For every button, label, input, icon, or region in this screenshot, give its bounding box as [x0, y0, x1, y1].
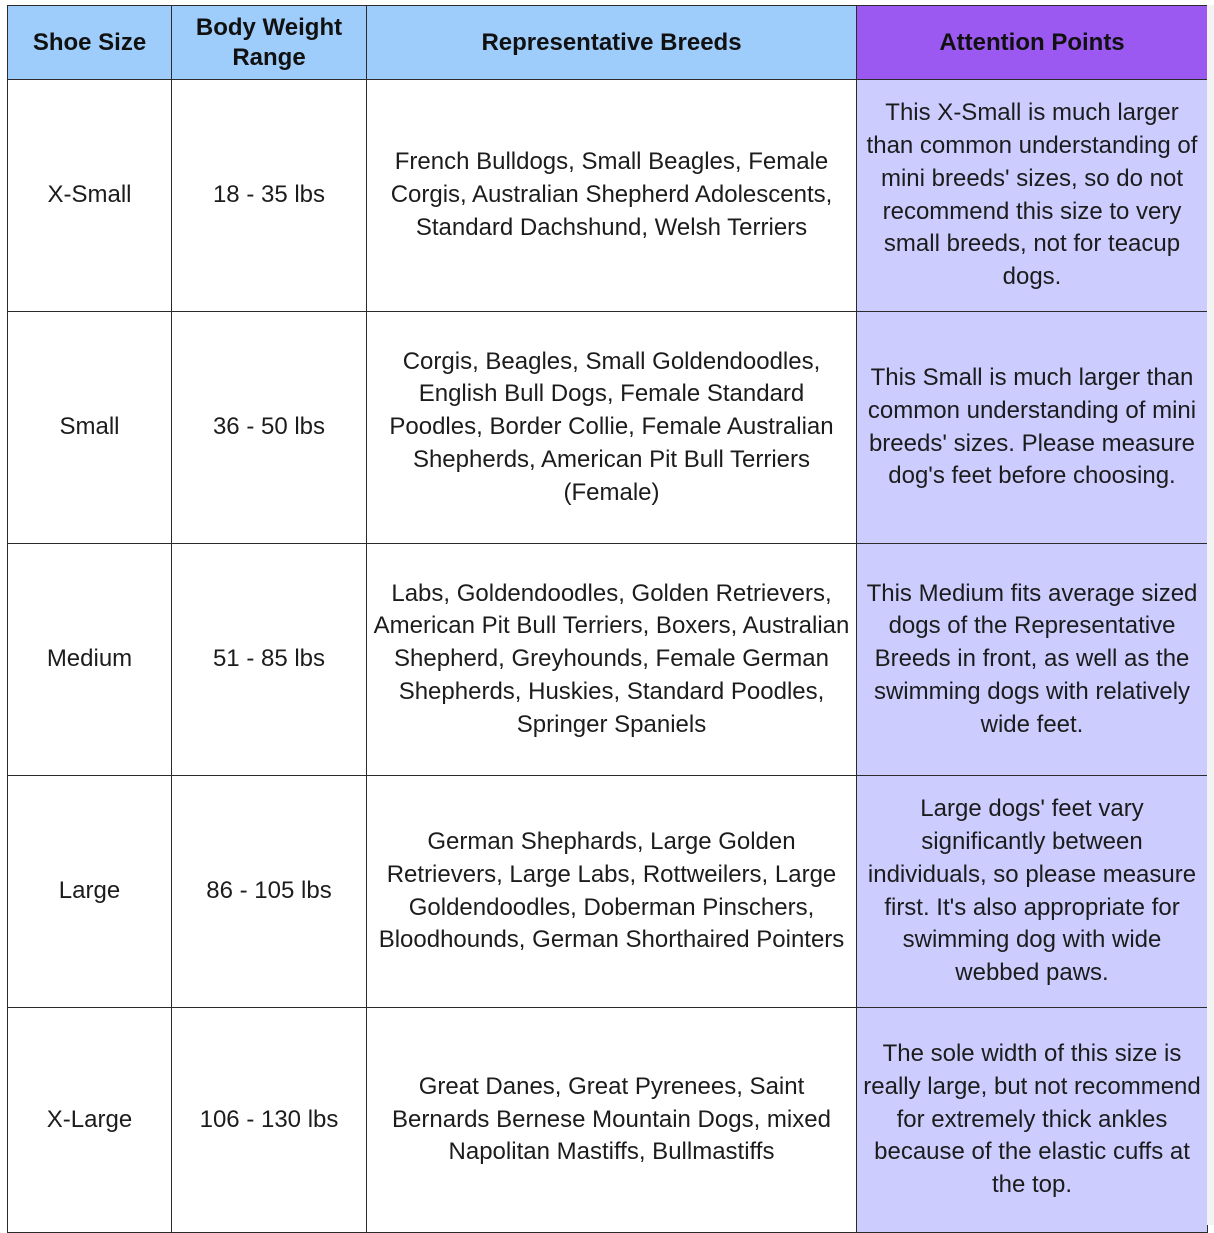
table-body [8, 80, 1208, 1233]
header-body-weight-line2: Range [232, 43, 306, 71]
cell-weight-range: 106 - 130 lbs [172, 1008, 367, 1233]
cell-breeds: German Shephards, Large Golden Retrievers, Large Labs, Rottweilers, Large Goldendoodles, Doberman Pinschers, Bloodhounds, German Shorthaired Pointers [367, 776, 857, 1008]
size-chart-sheet [7, 5, 1207, 1230]
cell-shoe-size: X-Small [8, 80, 172, 312]
cell-breeds: Labs, Goldendoodles, Golden Retrievers, American Pit Bull Terriers, Boxers, Australian Shepherd, Greyhounds, Female German Shepherds, Huskies, Standard Poodles, Springer Spaniels [367, 544, 857, 776]
cell-weight-range: 36 - 50 lbs [172, 312, 367, 544]
table-header [8, 6, 1208, 80]
table-row [8, 312, 1208, 544]
header-row [8, 6, 1208, 80]
cell-shoe-size: X-Large [8, 1008, 172, 1233]
table-row [8, 544, 1208, 776]
header-representative-breeds: Representative Breeds [367, 6, 857, 80]
header-body-weight-line1: Body Weight [195, 13, 343, 41]
cell-weight-range: 18 - 35 lbs [172, 80, 367, 312]
page-right-edge [1207, 5, 1214, 1225]
table-row [8, 80, 1208, 312]
cell-attention-points: This Small is much larger than common understanding of mini breeds' sizes. Please measure dog's feet before choosing. [857, 312, 1208, 544]
cell-attention-points: This Medium fits average sized dogs of the Representative Breeds in front, as well as the swimming dogs with relatively wide feet. [857, 544, 1208, 776]
cell-shoe-size: Small [8, 312, 172, 544]
header-body-weight-range [172, 6, 367, 80]
cell-weight-range: 86 - 105 lbs [172, 776, 367, 1008]
dog-shoe-size-table [7, 5, 1208, 1233]
table-row [8, 776, 1208, 1008]
cell-attention-points: Large dogs' feet vary significantly between individuals, so please measure first. It's also appropriate for swimming dog with wide webbed paws. [857, 776, 1208, 1008]
cell-attention-points: The sole width of this size is really large, but not recommend for extremely thick ankles because of the elastic cuffs at the top. [857, 1008, 1208, 1233]
cell-breeds: Great Danes, Great Pyrenees, Saint Bernards Bernese Mountain Dogs, mixed Napolitan Mastiffs, Bullmastiffs [367, 1008, 857, 1233]
cell-weight-range: 51 - 85 lbs [172, 544, 367, 776]
cell-attention-points: This X-Small is much larger than common understanding of mini breeds' sizes, so do not recommend this size to very small breeds, not for teacup dogs. [857, 80, 1208, 312]
header-shoe-size: Shoe Size [8, 6, 172, 80]
cell-shoe-size: Large [8, 776, 172, 1008]
table-row [8, 1008, 1208, 1233]
cell-breeds: French Bulldogs, Small Beagles, Female Corgis, Australian Shepherd Adolescents, Standard Dachshund, Welsh Terriers [367, 80, 857, 312]
cell-breeds: Corgis, Beagles, Small Goldendoodles, English Bull Dogs, Female Standard Poodles, Border Collie, Female Australian Shepherds, American Pit Bull Terriers (Female) [367, 312, 857, 544]
cell-shoe-size: Medium [8, 544, 172, 776]
header-attention-points: Attention Points [857, 6, 1208, 80]
